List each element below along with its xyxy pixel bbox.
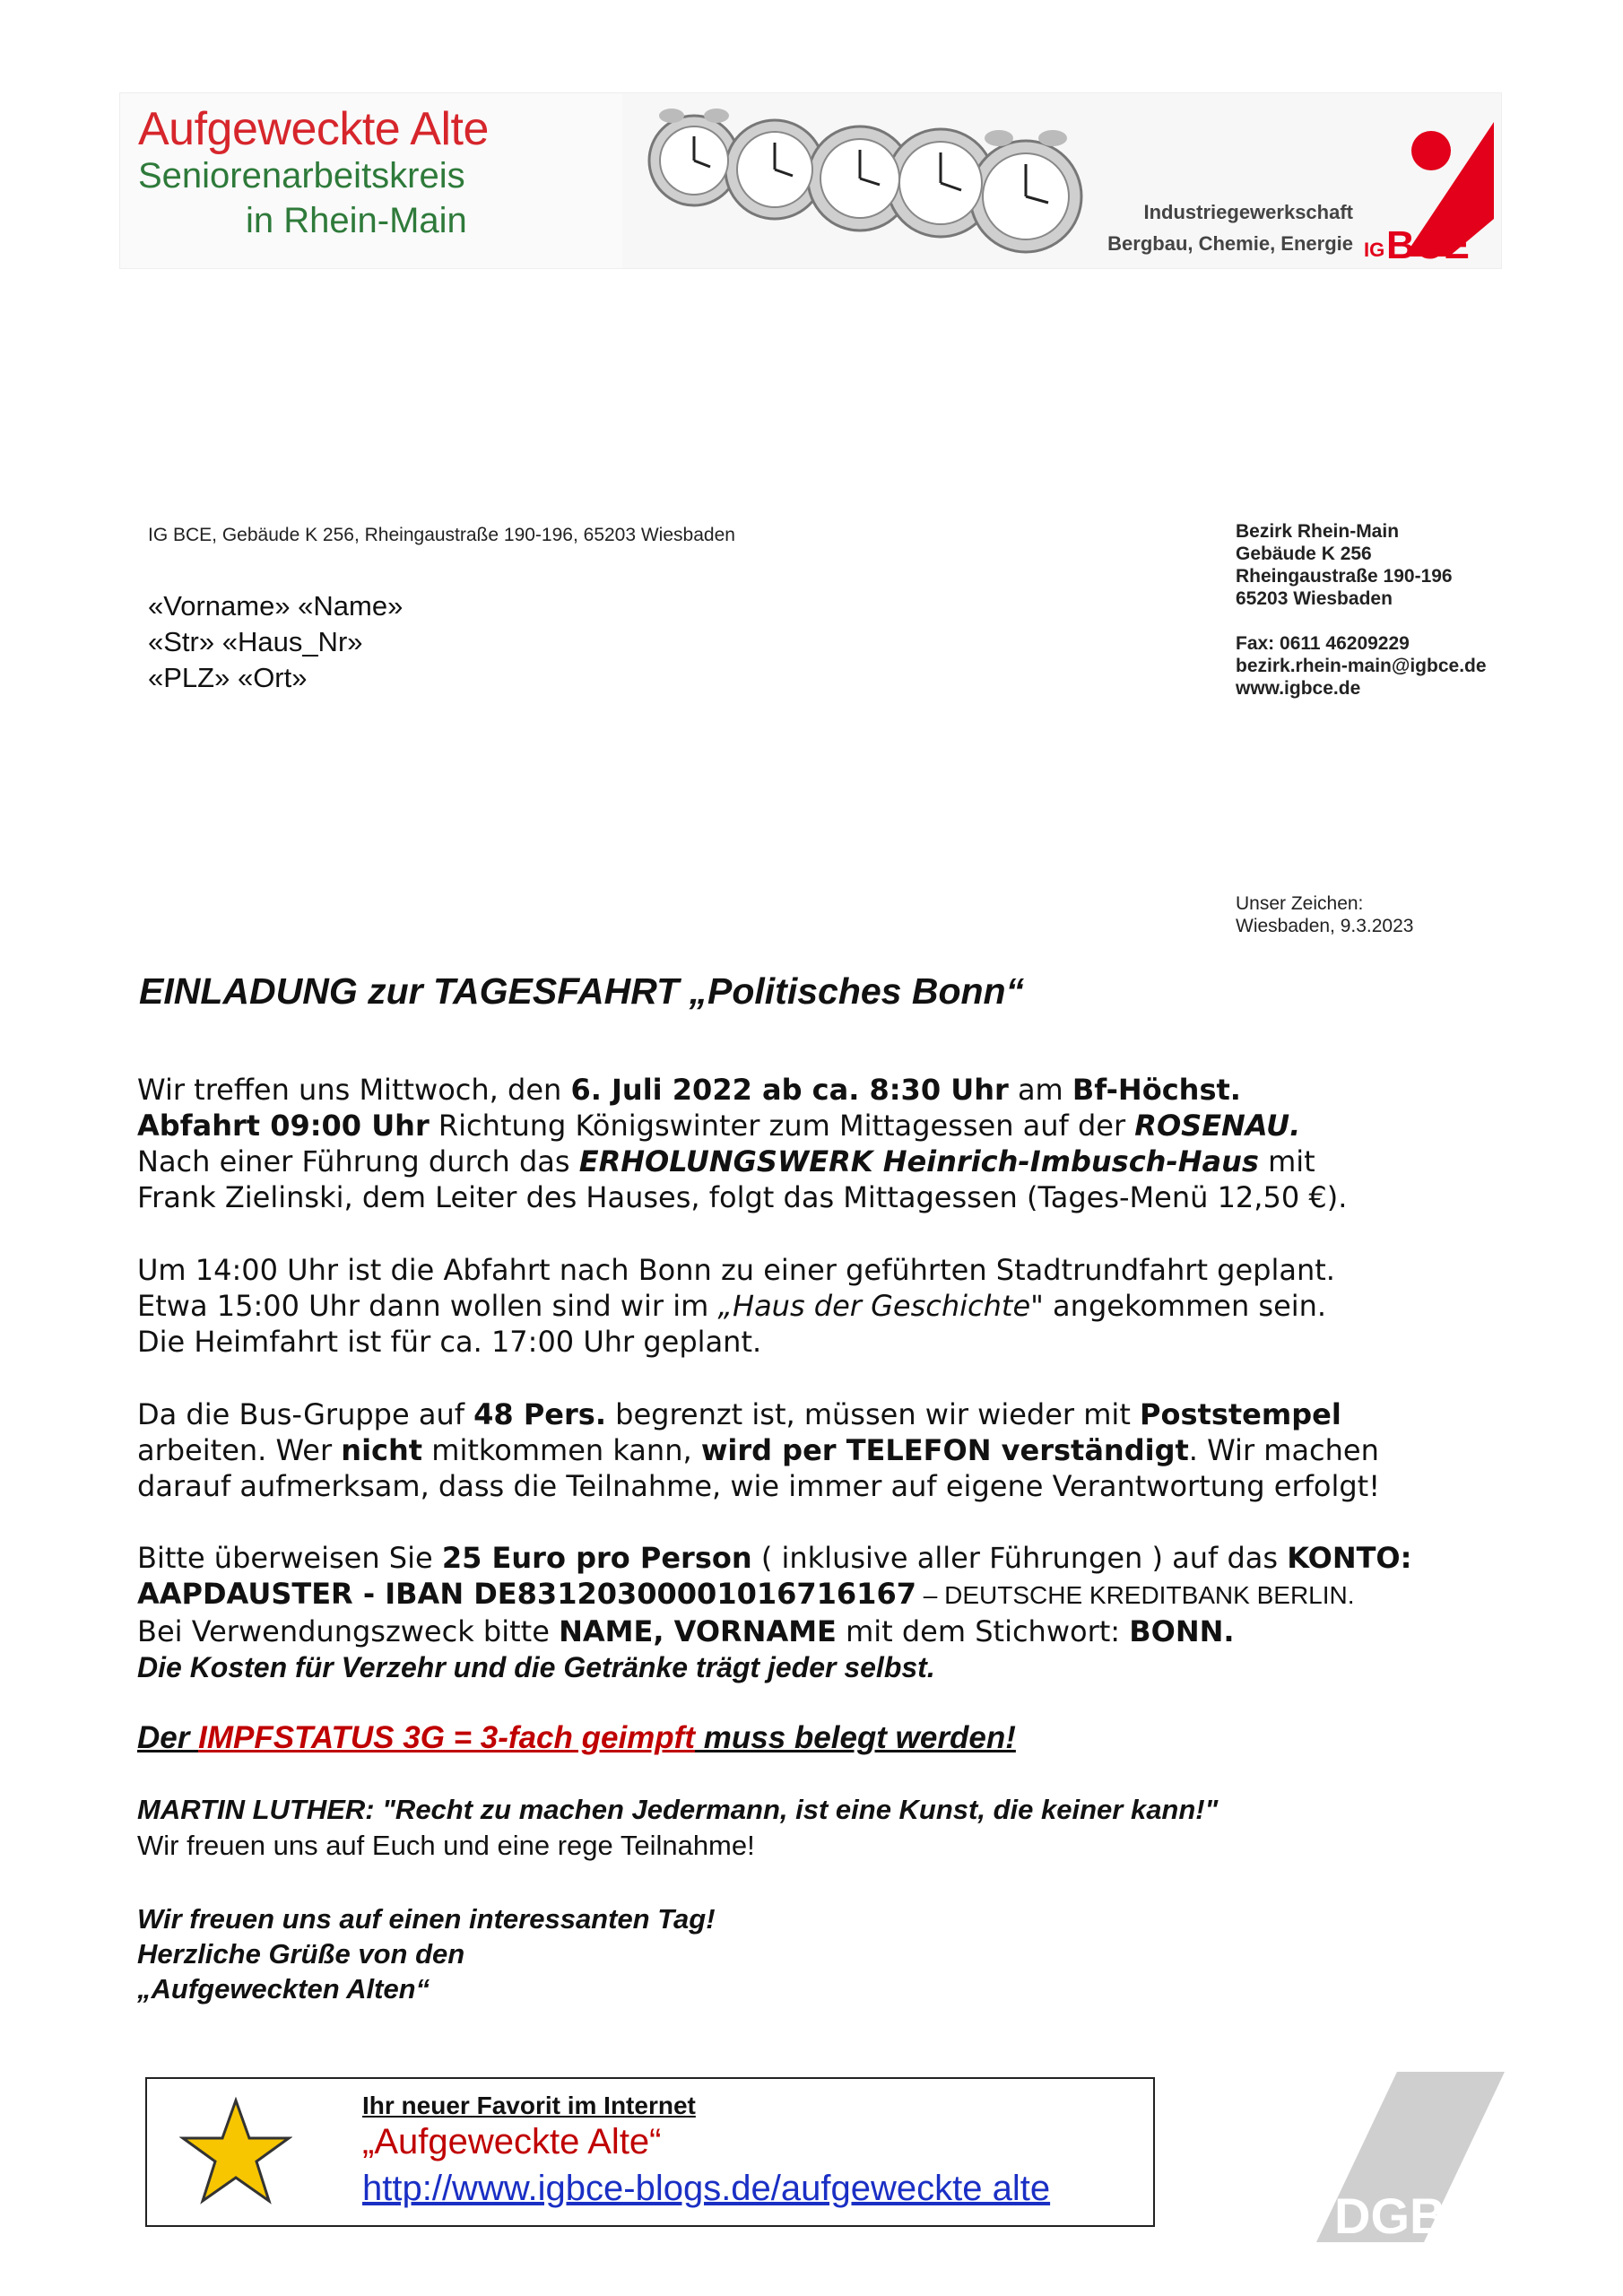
brand-subtitle: Seniorenarbeitskreis bbox=[138, 156, 465, 196]
igbce-logo-prefix: IG bbox=[1364, 239, 1385, 261]
paragraph-capacity bbox=[137, 1396, 1536, 1504]
recipient-street: «Str» «Haus_Nr» bbox=[148, 626, 363, 657]
recipient-name: «Vorname» «Name» bbox=[148, 590, 404, 622]
iban: AAPDAUSTER - IBAN DE83120300001016716167 bbox=[137, 1577, 916, 1611]
paragraph-meeting bbox=[137, 1072, 1536, 1215]
impf-status: IMPFSTATUS 3G = 3-fach geimpft bbox=[198, 1720, 695, 1755]
brand-block bbox=[120, 93, 622, 268]
igbce-logo bbox=[1359, 113, 1494, 265]
paragraph-schedule bbox=[137, 1252, 1536, 1360]
p1-text: mit bbox=[1258, 1144, 1315, 1178]
p1-text: Richtung Königswinter zum Mittagessen auf der bbox=[429, 1109, 1135, 1143]
tour-venue: ERHOLUNGSWERK Heinrich-Imbusch-Haus bbox=[578, 1144, 1259, 1178]
p3-text: Da die Bus-Gruppe auf bbox=[137, 1397, 474, 1431]
page-title: EINLADUNG zur TAGESFAHRT „Politisches Bonn“ bbox=[139, 970, 1025, 1012]
dgb-logo bbox=[1316, 2072, 1505, 2242]
reference-label: Unser Zeichen: bbox=[1236, 893, 1364, 914]
sender-street: Rheingaustraße 190-196 bbox=[1236, 566, 1453, 587]
closing-line2: Herzliche Grüße von den bbox=[137, 1938, 465, 1970]
alarm-clocks-image bbox=[622, 93, 1124, 268]
header-banner bbox=[119, 92, 1502, 269]
closing-block bbox=[137, 1901, 716, 2006]
p3-text: mitkommen kann, bbox=[422, 1433, 701, 1467]
p3-text: arbeiten. Wer bbox=[137, 1433, 342, 1467]
reference-fields: NAME, VORNAME bbox=[559, 1614, 837, 1648]
p2-text: " angekommen sein. bbox=[1030, 1289, 1327, 1323]
luther-quote: MARTIN LUTHER: "Recht zu machen Jedermann, ist eine Kunst, die keiner kann!" bbox=[137, 1794, 1219, 1825]
costs-note: Die Kosten für Verzehr und die Getränke trägt jeder selbst. bbox=[137, 1651, 935, 1683]
impf-text: Der bbox=[137, 1720, 199, 1755]
sender-building: Gebäude K 256 bbox=[1236, 544, 1372, 564]
departure-time: Abfahrt 09:00 Uhr bbox=[137, 1109, 430, 1143]
meeting-date: 6. Juli 2022 ab ca. 8:30 Uhr bbox=[570, 1073, 1009, 1107]
sender-fax: Fax: 0611 46209229 bbox=[1236, 633, 1410, 654]
sender-return-line: IG BCE, Gebäude K 256, Rheingaustraße 190-196, 65203 Wiesbaden bbox=[148, 525, 735, 545]
p4-text: mit dem Stichwort: bbox=[836, 1614, 1130, 1648]
box-heading: Ihr neuer Favorit im Internet bbox=[362, 2092, 696, 2119]
sender-website: www.igbce.de bbox=[1236, 678, 1361, 699]
recipient-city: «PLZ» «Ort» bbox=[148, 662, 308, 693]
igbce-logo-text: BCE bbox=[1386, 223, 1470, 265]
vaccination-note bbox=[137, 1720, 1016, 1756]
looking-forward-text: Wir freuen uns auf Euch und eine rege Teilnahme! bbox=[137, 1830, 755, 1861]
brand-title: Aufgeweckte Alte bbox=[138, 103, 489, 155]
reference-date: Wiesbaden, 9.3.2023 bbox=[1236, 916, 1414, 936]
keyword: BONN. bbox=[1129, 1614, 1235, 1648]
account-label: KONTO: bbox=[1287, 1541, 1412, 1575]
star-icon bbox=[179, 2097, 292, 2208]
p4-text: Bitte überweisen Sie bbox=[137, 1541, 442, 1575]
price: 25 Euro pro Person bbox=[441, 1541, 752, 1575]
p2-text: Etwa 15:00 Uhr dann wollen sind wir im bbox=[137, 1289, 718, 1323]
lunch-venue: ROSENAU. bbox=[1134, 1109, 1301, 1143]
website-box bbox=[145, 2077, 1155, 2227]
closing-line1: Wir freuen uns auf einen interessanten Tag! bbox=[137, 1903, 716, 1935]
paragraph-payment bbox=[137, 1540, 1536, 1685]
postmark: Poststempel bbox=[1140, 1397, 1341, 1431]
p3-text: . Wir machen bbox=[1188, 1433, 1379, 1467]
union-name-line2: Bergbau, Chemie, Energie bbox=[1107, 232, 1353, 255]
sender-city: 65203 Wiesbaden bbox=[1236, 588, 1393, 609]
p1-text: Nach einer Führung durch das bbox=[137, 1144, 579, 1178]
p3-emph: wird per TELEFON verständigt bbox=[700, 1433, 1189, 1467]
dgb-logo-text: DGB bbox=[1334, 2187, 1446, 2242]
p1-text: am bbox=[1008, 1073, 1072, 1107]
p2-line1: Um 14:00 Uhr ist die Abfahrt nach Bonn zu einer geführten Stadtrundfahrt geplant. bbox=[137, 1253, 1335, 1287]
reference-block bbox=[1236, 892, 1413, 937]
brand-region: in Rhein-Main bbox=[246, 201, 467, 240]
p4-text: Bei Verwendungszweck bitte bbox=[137, 1614, 560, 1648]
sender-district: Bezirk Rhein-Main bbox=[1236, 521, 1400, 542]
p1-lunch-line: Frank Zielinski, dem Leiter des Hauses, folgt das Mittagessen (Tages-Menü 12,50 €). bbox=[137, 1180, 1348, 1214]
p4-text: ( inklusive aller Führungen ) auf das bbox=[751, 1541, 1288, 1575]
p3-line3: darauf aufmerksam, dass die Teilnahme, wie immer auf eigene Verantwortung erfolgt! bbox=[137, 1469, 1381, 1503]
impf-text: muss belegt werden! bbox=[695, 1720, 1016, 1755]
sender-block bbox=[1236, 520, 1487, 700]
meeting-place: Bf-Höchst. bbox=[1072, 1073, 1241, 1107]
p2-line3: Die Heimfahrt ist für ca. 17:00 Uhr geplant. bbox=[137, 1325, 762, 1359]
p3-emph: nicht bbox=[341, 1433, 423, 1467]
sender-email: bezirk.rhein-main@igbce.de bbox=[1236, 656, 1487, 676]
capacity: 48 Pers. bbox=[473, 1397, 606, 1431]
museum-name: „Haus der Geschichte bbox=[717, 1289, 1031, 1323]
bank-name: – DEUTSCHE KREDITBANK BERLIN. bbox=[916, 1581, 1355, 1609]
blog-link[interactable]: http://www.igbce-blogs.de/aufgeweckte alte bbox=[362, 2169, 1051, 2208]
closing-signature: „Aufgeweckten Alten“ bbox=[137, 1973, 430, 2005]
p1-text: Wir treffen uns Mittwoch, den bbox=[137, 1073, 571, 1107]
union-name-line1: Industriegewerkschaft bbox=[1143, 201, 1353, 223]
box-site-name: „Aufgeweckte Alte“ bbox=[362, 2122, 662, 2161]
p3-text: begrenzt ist, müssen wir wieder mit bbox=[605, 1397, 1141, 1431]
